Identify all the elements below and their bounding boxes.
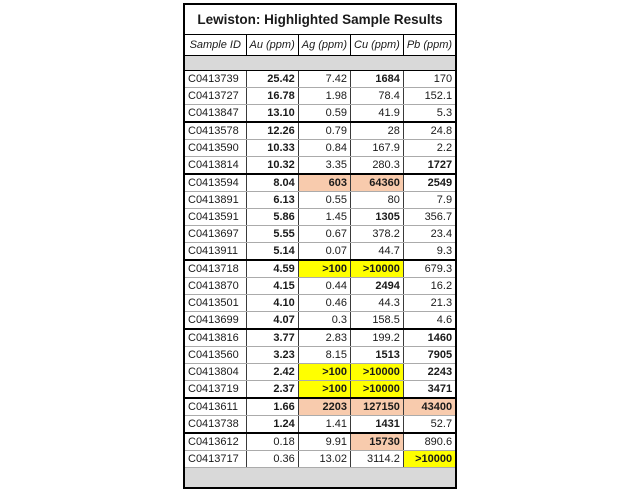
cell-au: 4.10 bbox=[246, 295, 298, 312]
cell-ag: 0.44 bbox=[298, 278, 350, 295]
table-row bbox=[184, 433, 456, 451]
table-row bbox=[184, 381, 456, 399]
cell-ag: 603 bbox=[298, 174, 350, 192]
cell-sample-id: C0413718 bbox=[184, 260, 246, 278]
cell-cu: 1513 bbox=[351, 347, 404, 364]
cell-pb: 3471 bbox=[403, 381, 456, 399]
table-row bbox=[184, 192, 456, 209]
cell-cu: 80 bbox=[351, 192, 404, 209]
cell-cu: 158.5 bbox=[351, 312, 404, 330]
cell-au: 5.86 bbox=[246, 209, 298, 226]
cell-sample-id: C0413738 bbox=[184, 416, 246, 434]
cell-cu: 1305 bbox=[351, 209, 404, 226]
cell-ag: 1.98 bbox=[298, 88, 350, 105]
table-row bbox=[184, 260, 456, 278]
cell-ag: >100 bbox=[298, 364, 350, 381]
spacer-row-top bbox=[184, 56, 456, 71]
cell-cu: 1684 bbox=[351, 71, 404, 88]
cell-pb: 5.3 bbox=[403, 105, 456, 123]
table-row bbox=[184, 209, 456, 226]
cell-au: 5.55 bbox=[246, 226, 298, 243]
column-header-sample-id: Sample ID bbox=[184, 35, 246, 56]
cell-au: 25.42 bbox=[246, 71, 298, 88]
cell-pb: 2243 bbox=[403, 364, 456, 381]
cell-cu: 280.3 bbox=[351, 157, 404, 175]
column-header-row bbox=[184, 35, 456, 56]
cell-ag: 1.41 bbox=[298, 416, 350, 434]
cell-pb: 152.1 bbox=[403, 88, 456, 105]
cell-sample-id: C0413870 bbox=[184, 278, 246, 295]
cell-pb: 170 bbox=[403, 71, 456, 88]
cell-au: 2.42 bbox=[246, 364, 298, 381]
cell-ag: 0.84 bbox=[298, 140, 350, 157]
cell-sample-id: C0413611 bbox=[184, 398, 246, 416]
cell-ag: 8.15 bbox=[298, 347, 350, 364]
column-header-pb: Pb (ppm) bbox=[403, 35, 456, 56]
cell-cu: 15730 bbox=[351, 433, 404, 451]
cell-au: 8.04 bbox=[246, 174, 298, 192]
table-row bbox=[184, 88, 456, 105]
column-header-cu: Cu (ppm) bbox=[351, 35, 404, 56]
cell-pb: 52.7 bbox=[403, 416, 456, 434]
cell-cu: 28 bbox=[351, 122, 404, 140]
cell-cu: 378.2 bbox=[351, 226, 404, 243]
table-row bbox=[184, 157, 456, 175]
cell-cu: 44.3 bbox=[351, 295, 404, 312]
table-row bbox=[184, 71, 456, 88]
cell-sample-id: C0413816 bbox=[184, 329, 246, 347]
spacer-band bbox=[184, 56, 456, 71]
cell-ag: 1.45 bbox=[298, 209, 350, 226]
table-row bbox=[184, 105, 456, 123]
cell-au: 0.36 bbox=[246, 451, 298, 468]
cell-ag: 0.59 bbox=[298, 105, 350, 123]
cell-au: 2.37 bbox=[246, 381, 298, 399]
table-row bbox=[184, 364, 456, 381]
cell-pb: 1460 bbox=[403, 329, 456, 347]
cell-au: 3.77 bbox=[246, 329, 298, 347]
cell-au: 1.24 bbox=[246, 416, 298, 434]
spacer-band bbox=[184, 468, 456, 489]
cell-ag: 0.79 bbox=[298, 122, 350, 140]
cell-cu: >10000 bbox=[351, 381, 404, 399]
cell-pb: 43400 bbox=[403, 398, 456, 416]
cell-sample-id: C0413719 bbox=[184, 381, 246, 399]
cell-au: 4.59 bbox=[246, 260, 298, 278]
cell-au: 1.66 bbox=[246, 398, 298, 416]
cell-sample-id: C0413501 bbox=[184, 295, 246, 312]
cell-sample-id: C0413594 bbox=[184, 174, 246, 192]
cell-ag: >100 bbox=[298, 381, 350, 399]
table-body bbox=[184, 71, 456, 468]
cell-au: 10.32 bbox=[246, 157, 298, 175]
cell-ag: >100 bbox=[298, 260, 350, 278]
cell-ag: 0.55 bbox=[298, 192, 350, 209]
cell-ag: 3.35 bbox=[298, 157, 350, 175]
table-row bbox=[184, 347, 456, 364]
cell-cu: 41.9 bbox=[351, 105, 404, 123]
table-row bbox=[184, 416, 456, 434]
cell-pb: 23.4 bbox=[403, 226, 456, 243]
cell-ag: 0.46 bbox=[298, 295, 350, 312]
cell-sample-id: C0413847 bbox=[184, 105, 246, 123]
cell-cu: 64360 bbox=[351, 174, 404, 192]
sample-results-table bbox=[183, 3, 457, 489]
cell-sample-id: C0413590 bbox=[184, 140, 246, 157]
table-row bbox=[184, 243, 456, 261]
cell-pb: 2.2 bbox=[403, 140, 456, 157]
cell-cu: 3114.2 bbox=[351, 451, 404, 468]
cell-cu: 199.2 bbox=[351, 329, 404, 347]
cell-ag: 0.07 bbox=[298, 243, 350, 261]
table-row bbox=[184, 122, 456, 140]
cell-cu: 167.9 bbox=[351, 140, 404, 157]
cell-ag: 9.91 bbox=[298, 433, 350, 451]
table-row bbox=[184, 295, 456, 312]
cell-ag: 2.83 bbox=[298, 329, 350, 347]
column-header-ag: Ag (ppm) bbox=[298, 35, 350, 56]
cell-au: 4.07 bbox=[246, 312, 298, 330]
cell-pb: 2549 bbox=[403, 174, 456, 192]
cell-pb: 7.9 bbox=[403, 192, 456, 209]
cell-sample-id: C0413578 bbox=[184, 122, 246, 140]
cell-cu: 78.4 bbox=[351, 88, 404, 105]
cell-sample-id: C0413804 bbox=[184, 364, 246, 381]
cell-sample-id: C0413739 bbox=[184, 71, 246, 88]
table-row bbox=[184, 312, 456, 330]
cell-pb: 4.6 bbox=[403, 312, 456, 330]
cell-sample-id: C0413717 bbox=[184, 451, 246, 468]
cell-pb: >10000 bbox=[403, 451, 456, 468]
cell-pb: 24.8 bbox=[403, 122, 456, 140]
cell-au: 10.33 bbox=[246, 140, 298, 157]
cell-sample-id: C0413727 bbox=[184, 88, 246, 105]
table-row bbox=[184, 398, 456, 416]
cell-sample-id: C0413612 bbox=[184, 433, 246, 451]
cell-au: 12.26 bbox=[246, 122, 298, 140]
cell-sample-id: C0413560 bbox=[184, 347, 246, 364]
cell-au: 6.13 bbox=[246, 192, 298, 209]
table-row bbox=[184, 329, 456, 347]
cell-cu: 2494 bbox=[351, 278, 404, 295]
table-row bbox=[184, 140, 456, 157]
cell-sample-id: C0413591 bbox=[184, 209, 246, 226]
spacer-row-bottom bbox=[184, 468, 456, 489]
table-row bbox=[184, 278, 456, 295]
cell-ag: 0.3 bbox=[298, 312, 350, 330]
cell-sample-id: C0413697 bbox=[184, 226, 246, 243]
cell-sample-id: C0413891 bbox=[184, 192, 246, 209]
table-title-row bbox=[184, 4, 456, 35]
cell-pb: 679.3 bbox=[403, 260, 456, 278]
table-row bbox=[184, 174, 456, 192]
cell-ag: 0.67 bbox=[298, 226, 350, 243]
table-row bbox=[184, 226, 456, 243]
cell-au: 13.10 bbox=[246, 105, 298, 123]
cell-au: 0.18 bbox=[246, 433, 298, 451]
cell-ag: 2203 bbox=[298, 398, 350, 416]
cell-cu: 44.7 bbox=[351, 243, 404, 261]
column-header-au: Au (ppm) bbox=[246, 35, 298, 56]
cell-pb: 21.3 bbox=[403, 295, 456, 312]
cell-cu: >10000 bbox=[351, 364, 404, 381]
cell-pb: 1727 bbox=[403, 157, 456, 175]
cell-au: 4.15 bbox=[246, 278, 298, 295]
cell-au: 16.78 bbox=[246, 88, 298, 105]
cell-pb: 9.3 bbox=[403, 243, 456, 261]
cell-ag: 7.42 bbox=[298, 71, 350, 88]
cell-cu: 127150 bbox=[351, 398, 404, 416]
cell-cu: 1431 bbox=[351, 416, 404, 434]
table-title: Lewiston: Highlighted Sample Results bbox=[184, 4, 456, 35]
cell-sample-id: C0413814 bbox=[184, 157, 246, 175]
cell-pb: 356.7 bbox=[403, 209, 456, 226]
cell-pb: 16.2 bbox=[403, 278, 456, 295]
sample-results-panel bbox=[183, 3, 457, 489]
cell-au: 5.14 bbox=[246, 243, 298, 261]
cell-au: 3.23 bbox=[246, 347, 298, 364]
cell-pb: 7905 bbox=[403, 347, 456, 364]
cell-pb: 890.6 bbox=[403, 433, 456, 451]
cell-sample-id: C0413911 bbox=[184, 243, 246, 261]
cell-ag: 13.02 bbox=[298, 451, 350, 468]
cell-cu: >10000 bbox=[351, 260, 404, 278]
table-row bbox=[184, 451, 456, 468]
cell-sample-id: C0413699 bbox=[184, 312, 246, 330]
